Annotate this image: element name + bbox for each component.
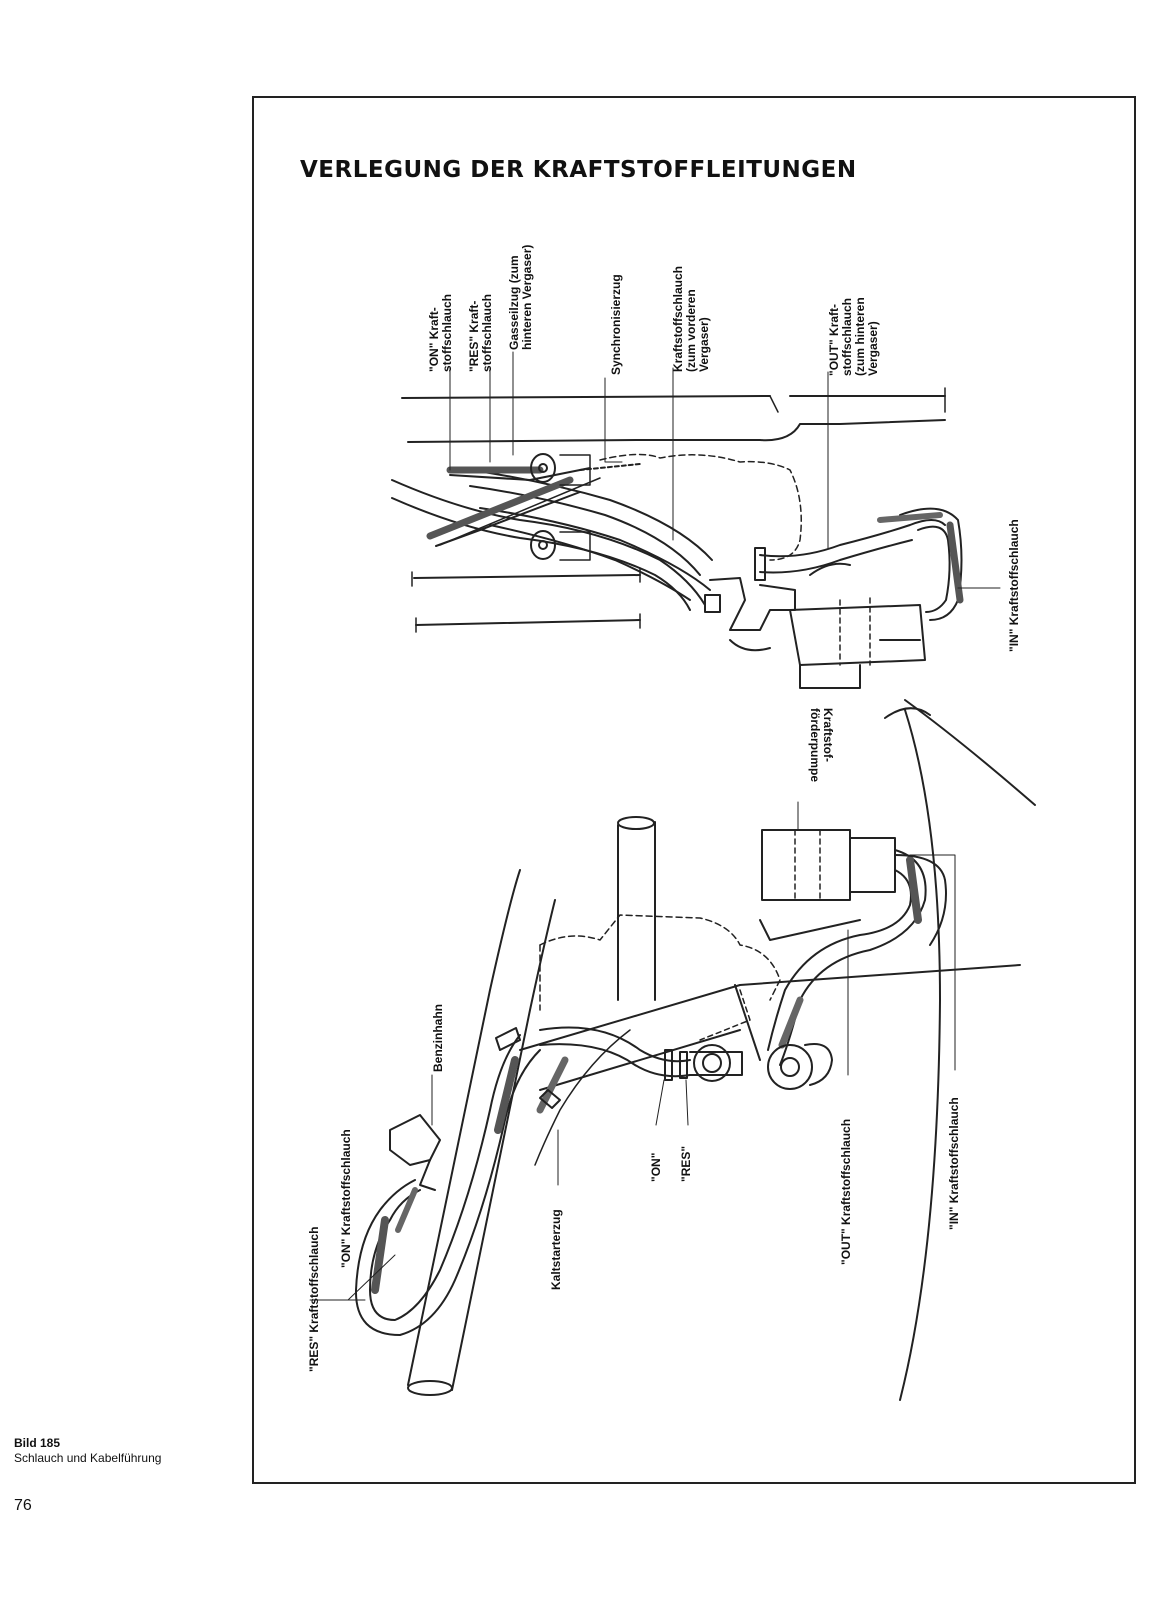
label-synchronisierzug: Synchronisierzug (609, 274, 623, 375)
label-res-kraftstoffschlauch-top: "RES" Kraft- stoffschlauch (467, 293, 494, 372)
label-on-short: "ON" (649, 1152, 663, 1182)
label-on-kraftstoffschlauch-bottom: "ON" Kraftstoffschlauch (339, 1129, 353, 1268)
diagram-title: VERLEGUNG DER KRAFTSTOFFLEITUNGEN (300, 157, 857, 183)
label-out-kraftstoffschlauch-bottom: "OUT" Kraftstoffschlauch (839, 1118, 853, 1265)
label-on-kraftstoffschlauch-top: "ON" Kraft- stoffschlauch (427, 293, 454, 372)
label-out-kraftstoffschlauch-top: "OUT" Kraft- stoffschlauch (zum hinteren Vergaser) (827, 297, 880, 376)
label-res-short: "RES" (679, 1145, 693, 1182)
label-kraftstoffschlauch-vorn: Kraftstoffschlauch (zum vorderen Vergaser) (671, 265, 711, 372)
label-benzinhahn: Benzinhahn (431, 1004, 445, 1072)
label-in-kraftstoffschlauch-bottom: "IN" Kraftstoffschlauch (947, 1097, 961, 1230)
label-res-kraftstoffschlauch-bottom: "RES" Kraftstoffschlauch (307, 1226, 321, 1372)
figure-number: Bild 185 (14, 1436, 61, 1450)
label-kraftstoffpumpe: Kraftstof- förderpumpe (808, 708, 835, 783)
page-number: 76 (14, 1497, 32, 1514)
figure-caption: Schlauch und Kabelführung (14, 1451, 162, 1465)
label-gasseilzug: Gasseilzug (zum hinteren Vergaser) (507, 244, 534, 350)
label-kaltstarterzug: Kaltstarterzug (549, 1209, 563, 1290)
label-in-kraftstoffschlauch-top: "IN" Kraftstoffschlauch (1007, 519, 1021, 652)
